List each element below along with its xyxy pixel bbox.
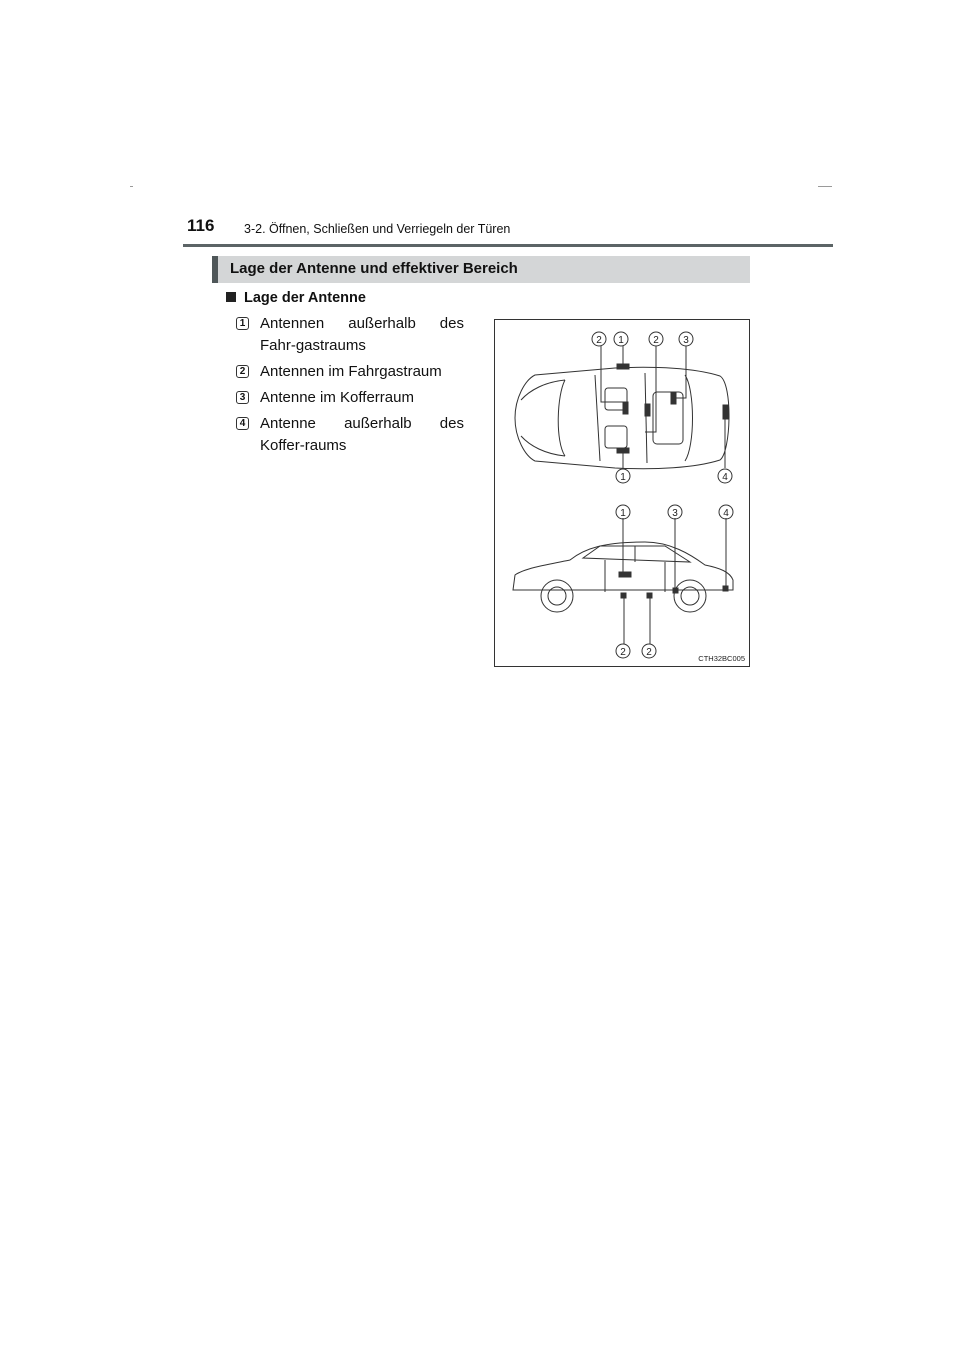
crop-mark-right bbox=[818, 186, 832, 187]
callout-label: 4 bbox=[723, 508, 729, 519]
list-item bbox=[236, 361, 464, 383]
section-bar bbox=[212, 256, 750, 283]
item-text: Antenne außerhalb des Koffer-raums bbox=[260, 415, 464, 454]
square-bullet-icon bbox=[226, 292, 236, 302]
item-number: 4 bbox=[236, 417, 249, 430]
callout-label: 2 bbox=[653, 335, 659, 346]
subheading bbox=[226, 290, 366, 306]
callout-label: 2 bbox=[620, 647, 626, 658]
antenna-location-figure bbox=[494, 319, 750, 667]
callout-label: 1 bbox=[618, 335, 624, 346]
header-rule bbox=[183, 244, 833, 247]
crop-mark-left bbox=[130, 186, 133, 187]
section-title: Lage der Antenne und effektiver Bereich bbox=[230, 260, 518, 277]
callout-label: 2 bbox=[646, 647, 652, 658]
subheading-text: Lage der Antenne bbox=[244, 290, 366, 306]
callout-label: 2 bbox=[596, 335, 602, 346]
item-text: Antennen außerhalb des Fahr-gastraums bbox=[260, 315, 464, 354]
callout-label: 3 bbox=[683, 335, 689, 346]
callout-label: 1 bbox=[620, 508, 626, 519]
item-number: 3 bbox=[236, 391, 249, 404]
car-diagram bbox=[495, 320, 751, 668]
list-item bbox=[236, 387, 464, 409]
callout-label: 4 bbox=[722, 472, 728, 483]
callout-label: 3 bbox=[672, 508, 678, 519]
list-item bbox=[236, 313, 464, 357]
car-top-view bbox=[515, 346, 729, 469]
callout-label: 1 bbox=[620, 472, 626, 483]
figure-code: CTH32BC005 bbox=[698, 654, 745, 663]
item-text: Antenne im Kofferraum bbox=[260, 389, 414, 406]
item-number: 1 bbox=[236, 317, 249, 330]
chapter-title: 3-2. Öffnen, Schließen und Verriegeln der Türen bbox=[244, 222, 511, 236]
car-side-view bbox=[513, 518, 733, 644]
item-number: 2 bbox=[236, 365, 249, 378]
item-text: Antennen im Fahrgastraum bbox=[260, 363, 442, 380]
page-number: 116 bbox=[187, 216, 215, 235]
list-item bbox=[236, 413, 464, 457]
